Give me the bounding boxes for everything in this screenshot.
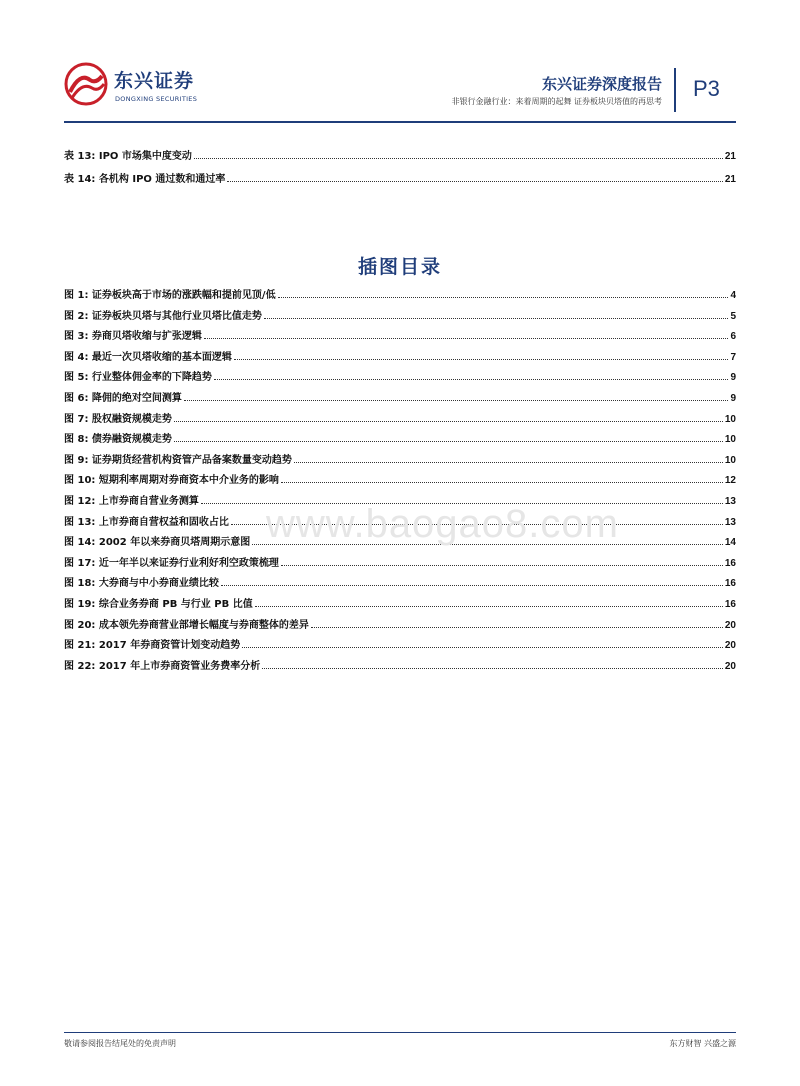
toc-entry-page: 4	[730, 290, 736, 301]
toc-entry[interactable]	[64, 658, 736, 672]
toc-entry-page: 16	[724, 578, 736, 590]
leader-dots	[264, 317, 729, 319]
toc-entry-page: 20	[724, 619, 736, 631]
toc-entry-page: 9	[730, 372, 736, 384]
toc-entry-page: 20	[724, 640, 736, 652]
header-rule	[64, 121, 736, 123]
toc-entry[interactable]	[64, 390, 736, 404]
toc-entry[interactable]	[64, 555, 736, 569]
toc-entry[interactable]	[64, 287, 736, 301]
leader-dots	[227, 180, 722, 182]
toc-entry-label: 图 7: 股权融资规模走势	[64, 413, 172, 425]
toc-entry[interactable]	[64, 308, 736, 322]
toc-entry-page: 16	[724, 557, 736, 569]
leader-dots	[234, 358, 729, 360]
page-number: P3	[693, 76, 720, 101]
leader-dots	[311, 626, 723, 628]
footer-slogan: 东方财智 兴盛之源	[669, 1039, 736, 1048]
toc-entry-label: 图 19: 综合业务券商 PB 与行业 PB 比值	[64, 599, 253, 610]
leader-dots	[221, 584, 723, 586]
toc-entry-label: 图 3: 券商贝塔收缩与扩张逻辑	[64, 331, 202, 343]
toc-entry-page: 9	[730, 393, 736, 404]
leader-dots	[242, 646, 723, 648]
toc-entry-page: 6	[730, 331, 736, 343]
toc-entry-label: 图 4: 最近一次贝塔收缩的基本面逻辑	[64, 351, 232, 363]
section-title: 插图目录	[357, 256, 442, 278]
toc-entry-page: 13	[724, 516, 736, 528]
toc-entry-page: 10	[724, 434, 736, 446]
footer-disclaimer: 敬请参阅报告结尾处的免责声明	[64, 1039, 176, 1048]
leader-dots	[262, 667, 723, 669]
toc-entry-label: 图 14: 2002 年以来券商贝塔周期示意图	[64, 537, 251, 549]
toc-entry-label: 图 21: 2017 年券商资管计划变动趋势	[64, 640, 241, 652]
toc-entry-label: 图 20: 成本领先券商营业部增长幅度与券商整体的差异	[64, 619, 309, 631]
leader-dots	[194, 157, 723, 159]
logo-text-cn: 东兴证券	[114, 70, 195, 92]
leader-dots	[174, 440, 723, 442]
leader-dots	[184, 399, 729, 401]
toc-entry-label: 图 12: 上市券商自营业务测算	[64, 496, 199, 507]
toc-entry-page: 7	[730, 351, 736, 363]
leader-dots	[214, 378, 729, 380]
toc-entry-label: 图 22: 2017 年上市券商资管业务费率分析	[64, 660, 261, 672]
watermark: www.baogao8.com	[266, 502, 619, 546]
leader-dots	[278, 296, 729, 298]
toc-entry[interactable]	[64, 617, 736, 631]
leader-dots	[204, 337, 729, 339]
toc-entry-page: 10	[724, 413, 736, 425]
toc-entry-page: 5	[730, 310, 736, 322]
toc-entry-label: 图 8: 债券融资规模走势	[64, 434, 172, 446]
toc-entry-label: 表 14: 各机构 IPO 通过数和通过率	[64, 174, 226, 185]
toc-entry[interactable]	[64, 472, 736, 486]
toc-entry-label: 图 13: 上市券商自营权益和固收占比	[64, 516, 229, 528]
toc-entry-page: 21	[724, 174, 736, 185]
report-title: 东兴证券深度报告	[541, 75, 662, 93]
toc-entry[interactable]	[64, 171, 736, 185]
toc-entry-label: 图 1: 证券板块高于市场的涨跌幅和提前见顶/低	[64, 290, 276, 301]
toc-entry-page: 12	[724, 475, 736, 487]
toc-entry-page: 14	[724, 537, 736, 549]
toc-entry-label: 图 10: 短期利率周期对券商资本中介业务的影响	[64, 475, 279, 487]
toc-entry-page: 21	[724, 151, 736, 162]
toc-entry-page: 20	[724, 660, 736, 672]
toc-entry[interactable]	[64, 575, 736, 589]
header-divider	[674, 68, 676, 112]
toc-entry[interactable]	[64, 431, 736, 445]
toc-entry-label: 表 13: IPO 市场集中度变动	[64, 151, 192, 162]
toc-entry[interactable]	[64, 411, 736, 425]
leader-dots	[281, 481, 723, 483]
leader-dots	[281, 564, 723, 566]
toc-entry[interactable]	[64, 637, 736, 651]
toc-entry-label: 图 6: 降佣的绝对空间测算	[64, 393, 182, 404]
toc-entry-page: 16	[724, 599, 736, 610]
toc-entry-label: 图 9: 证券期货经营机构资管产品备案数量变动趋势	[64, 454, 292, 466]
toc-entry-label: 图 2: 证券板块贝塔与其他行业贝塔比值走势	[64, 310, 262, 322]
leader-dots	[294, 461, 723, 463]
toc-entry[interactable]	[64, 452, 736, 466]
leader-dots	[174, 420, 723, 422]
toc-entry-page: 13	[724, 496, 736, 507]
toc-entry[interactable]	[64, 349, 736, 363]
report-subtitle: 非银行金融行业：来着周期的起舞 证券板块贝塔值的再思考	[451, 97, 662, 106]
logo-mark-icon	[64, 62, 108, 106]
toc-entry-page: 10	[724, 454, 736, 466]
toc-entry-label: 图 18: 大券商与中小券商业绩比较	[64, 578, 219, 590]
logo-text-en: DONGXING SECURITIES	[115, 95, 198, 103]
toc-entry[interactable]	[64, 369, 736, 383]
toc-entry-label: 图 17: 近一年半以来证券行业利好利空政策梳理	[64, 557, 279, 569]
leader-dots	[255, 605, 723, 607]
toc-entry[interactable]	[64, 328, 736, 342]
toc-entry[interactable]	[64, 148, 736, 162]
toc-entry-label: 图 5: 行业整体佣金率的下降趋势	[64, 372, 212, 384]
toc-entry[interactable]	[64, 596, 736, 610]
footer-rule	[64, 1032, 736, 1033]
